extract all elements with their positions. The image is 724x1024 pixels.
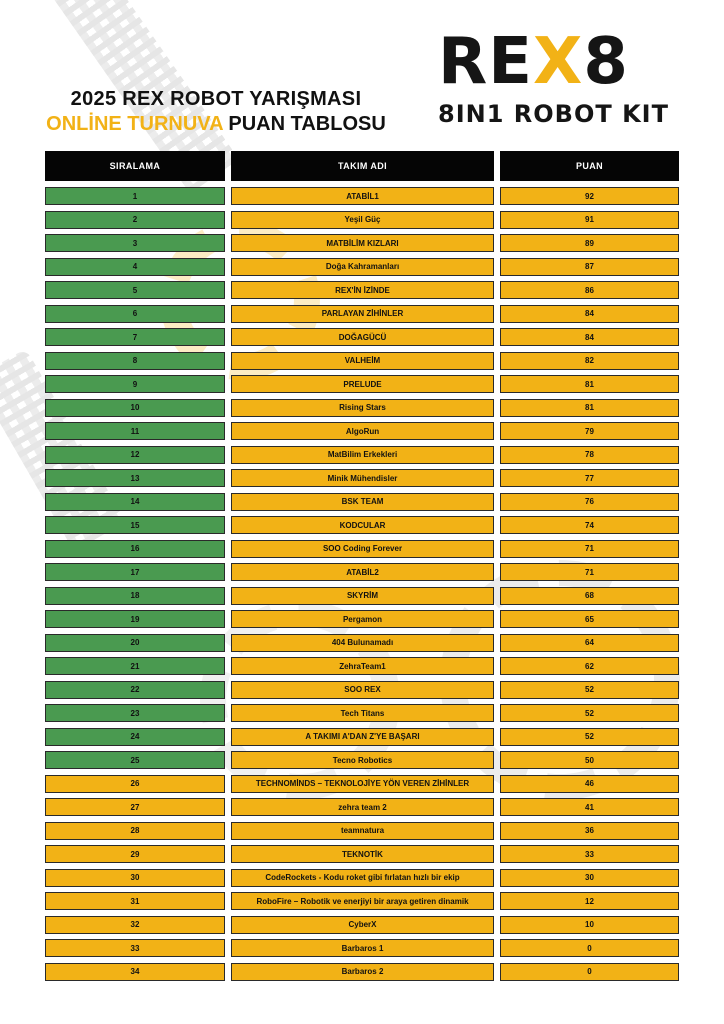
table-row xyxy=(45,187,679,205)
rank-cell: 29 xyxy=(45,845,225,863)
column-header-rank: SIRALAMA xyxy=(45,151,225,181)
table-row xyxy=(45,516,679,534)
points-cell: 71 xyxy=(500,563,679,581)
team-name-cell: CyberX xyxy=(231,916,494,934)
rank-cell: 1 xyxy=(45,187,225,205)
table-row xyxy=(45,540,679,558)
team-name-cell: VALHEİM xyxy=(231,352,494,370)
rex8-logo xyxy=(438,25,684,134)
logo-wordmark xyxy=(438,25,684,99)
points-cell: 52 xyxy=(500,728,679,746)
team-name-cell: Tech Titans xyxy=(231,704,494,722)
rank-cell: 4 xyxy=(45,258,225,276)
logo-subtitle: 8IN1 ROBOT KIT xyxy=(438,100,669,128)
team-name-cell: MatBilim Erkekleri xyxy=(231,446,494,464)
table-row xyxy=(45,328,679,346)
rank-cell: 22 xyxy=(45,681,225,699)
rank-cell: 25 xyxy=(45,751,225,769)
rank-cell: 33 xyxy=(45,939,225,957)
table-row xyxy=(45,657,679,675)
points-cell: 79 xyxy=(500,422,679,440)
table-row xyxy=(45,211,679,229)
table-row xyxy=(45,281,679,299)
rank-cell: 18 xyxy=(45,587,225,605)
points-cell: 12 xyxy=(500,892,679,910)
column-header-team: TAKIM ADI xyxy=(231,151,494,181)
logo-part: RE xyxy=(438,25,533,99)
rank-cell: 7 xyxy=(45,328,225,346)
score-table xyxy=(45,151,679,986)
team-name-cell: DOĞAGÜCÜ xyxy=(231,328,494,346)
rank-cell: 27 xyxy=(45,798,225,816)
team-name-cell: ATABİL1 xyxy=(231,187,494,205)
rank-cell: 9 xyxy=(45,375,225,393)
table-row xyxy=(45,775,679,793)
rank-cell: 12 xyxy=(45,446,225,464)
table-row xyxy=(45,681,679,699)
points-cell: 89 xyxy=(500,234,679,252)
rank-cell: 23 xyxy=(45,704,225,722)
rank-cell: 32 xyxy=(45,916,225,934)
points-cell: 41 xyxy=(500,798,679,816)
points-cell: 81 xyxy=(500,375,679,393)
team-name-cell: ZehraTeam1 xyxy=(231,657,494,675)
rank-cell: 31 xyxy=(45,892,225,910)
team-name-cell: zehra team 2 xyxy=(231,798,494,816)
points-cell: 0 xyxy=(500,963,679,981)
team-name-cell: MATBİLİM KIZLARI xyxy=(231,234,494,252)
table-row xyxy=(45,563,679,581)
table-row xyxy=(45,375,679,393)
title-rest: PUAN TABLOSU xyxy=(222,113,386,135)
points-cell: 86 xyxy=(500,281,679,299)
rank-cell: 16 xyxy=(45,540,225,558)
points-cell: 62 xyxy=(500,657,679,675)
team-name-cell: AlgoRun xyxy=(231,422,494,440)
points-cell: 74 xyxy=(500,516,679,534)
rank-cell: 13 xyxy=(45,469,225,487)
team-name-cell: Pergamon xyxy=(231,610,494,628)
table-row xyxy=(45,493,679,511)
title-line-1: 2025 REX ROBOT YARIŞMASI xyxy=(70,88,362,110)
rank-cell: 5 xyxy=(45,281,225,299)
team-name-cell: Minik Mühendisler xyxy=(231,469,494,487)
points-cell: 36 xyxy=(500,822,679,840)
table-row xyxy=(45,751,679,769)
team-name-cell: Barbaros 2 xyxy=(231,963,494,981)
team-name-cell: BSK TEAM xyxy=(231,493,494,511)
points-cell: 84 xyxy=(500,328,679,346)
table-row xyxy=(45,469,679,487)
logo-part: 8 xyxy=(583,25,629,99)
team-name-cell: PARLAYAN ZİHİNLER xyxy=(231,305,494,323)
rank-cell: 20 xyxy=(45,634,225,652)
team-name-cell: KODCULAR xyxy=(231,516,494,534)
table-row xyxy=(45,704,679,722)
team-name-cell: PRELUDE xyxy=(231,375,494,393)
points-cell: 64 xyxy=(500,634,679,652)
rank-cell: 3 xyxy=(45,234,225,252)
points-cell: 81 xyxy=(500,399,679,417)
rank-cell: 24 xyxy=(45,728,225,746)
table-row xyxy=(45,939,679,957)
points-cell: 46 xyxy=(500,775,679,793)
table-row xyxy=(45,587,679,605)
points-cell: 76 xyxy=(500,493,679,511)
points-cell: 71 xyxy=(500,540,679,558)
rank-cell: 34 xyxy=(45,963,225,981)
points-cell: 78 xyxy=(500,446,679,464)
rank-cell: 28 xyxy=(45,822,225,840)
rank-cell: 19 xyxy=(45,610,225,628)
table-row xyxy=(45,869,679,887)
team-name-cell: Tecno Robotics xyxy=(231,751,494,769)
table-header xyxy=(45,151,679,181)
points-cell: 65 xyxy=(500,610,679,628)
team-name-cell: A TAKIMI A'DAN Z'YE BAŞARI xyxy=(231,728,494,746)
logo-x: X xyxy=(533,25,584,99)
rank-cell: 21 xyxy=(45,657,225,675)
team-name-cell: SKYRİM xyxy=(231,587,494,605)
rank-cell: 11 xyxy=(45,422,225,440)
team-name-cell: SOO Coding Forever xyxy=(231,540,494,558)
team-name-cell: Yeşil Güç xyxy=(231,211,494,229)
points-cell: 87 xyxy=(500,258,679,276)
table-row xyxy=(45,728,679,746)
points-cell: 68 xyxy=(500,587,679,605)
points-cell: 84 xyxy=(500,305,679,323)
table-row xyxy=(45,234,679,252)
points-cell: 0 xyxy=(500,939,679,957)
table-row xyxy=(45,845,679,863)
table-row xyxy=(45,892,679,910)
table-row xyxy=(45,352,679,370)
points-cell: 91 xyxy=(500,211,679,229)
team-name-cell: RoboFire – Robotik ve enerjiyi bir araya getiren dinamik xyxy=(231,892,494,910)
team-name-cell: Rising Stars xyxy=(231,399,494,417)
table-row xyxy=(45,422,679,440)
points-cell: 92 xyxy=(500,187,679,205)
table-row xyxy=(45,822,679,840)
points-cell: 52 xyxy=(500,681,679,699)
team-name-cell: ATABİL2 xyxy=(231,563,494,581)
column-header-points: PUAN xyxy=(500,151,679,181)
points-cell: 30 xyxy=(500,869,679,887)
rank-cell: 14 xyxy=(45,493,225,511)
rank-cell: 30 xyxy=(45,869,225,887)
table-row xyxy=(45,963,679,981)
team-name-cell: teamnatura xyxy=(231,822,494,840)
table-row xyxy=(45,446,679,464)
page-title xyxy=(30,88,402,136)
table-row xyxy=(45,798,679,816)
team-name-cell: 404 Bulunamadı xyxy=(231,634,494,652)
title-line-2 xyxy=(30,113,402,136)
points-cell: 10 xyxy=(500,916,679,934)
points-cell: 33 xyxy=(500,845,679,863)
points-cell: 82 xyxy=(500,352,679,370)
team-name-cell: Doğa Kahramanları xyxy=(231,258,494,276)
rank-cell: 10 xyxy=(45,399,225,417)
team-name-cell: REX'İN İZİNDE xyxy=(231,281,494,299)
table-row xyxy=(45,916,679,934)
team-name-cell: CodeRockets - Kodu roket gibi fırlatan hızlı bir ekip xyxy=(231,869,494,887)
team-name-cell: TEKNOTİK xyxy=(231,845,494,863)
table-row xyxy=(45,305,679,323)
table-row xyxy=(45,399,679,417)
team-name-cell: SOO REX xyxy=(231,681,494,699)
rank-cell: 8 xyxy=(45,352,225,370)
table-body xyxy=(45,187,679,981)
team-name-cell: Barbaros 1 xyxy=(231,939,494,957)
rank-cell: 2 xyxy=(45,211,225,229)
table-row xyxy=(45,634,679,652)
points-cell: 77 xyxy=(500,469,679,487)
table-row xyxy=(45,258,679,276)
table-row xyxy=(45,610,679,628)
team-name-cell: TECHNOMİNDS – TEKNOLOJİYE YÖN VEREN ZİHİNLER xyxy=(231,775,494,793)
title-accent: ONLİNE TURNUVA xyxy=(46,113,223,135)
rank-cell: 15 xyxy=(45,516,225,534)
rank-cell: 17 xyxy=(45,563,225,581)
rank-cell: 26 xyxy=(45,775,225,793)
points-cell: 52 xyxy=(500,704,679,722)
rank-cell: 6 xyxy=(45,305,225,323)
points-cell: 50 xyxy=(500,751,679,769)
